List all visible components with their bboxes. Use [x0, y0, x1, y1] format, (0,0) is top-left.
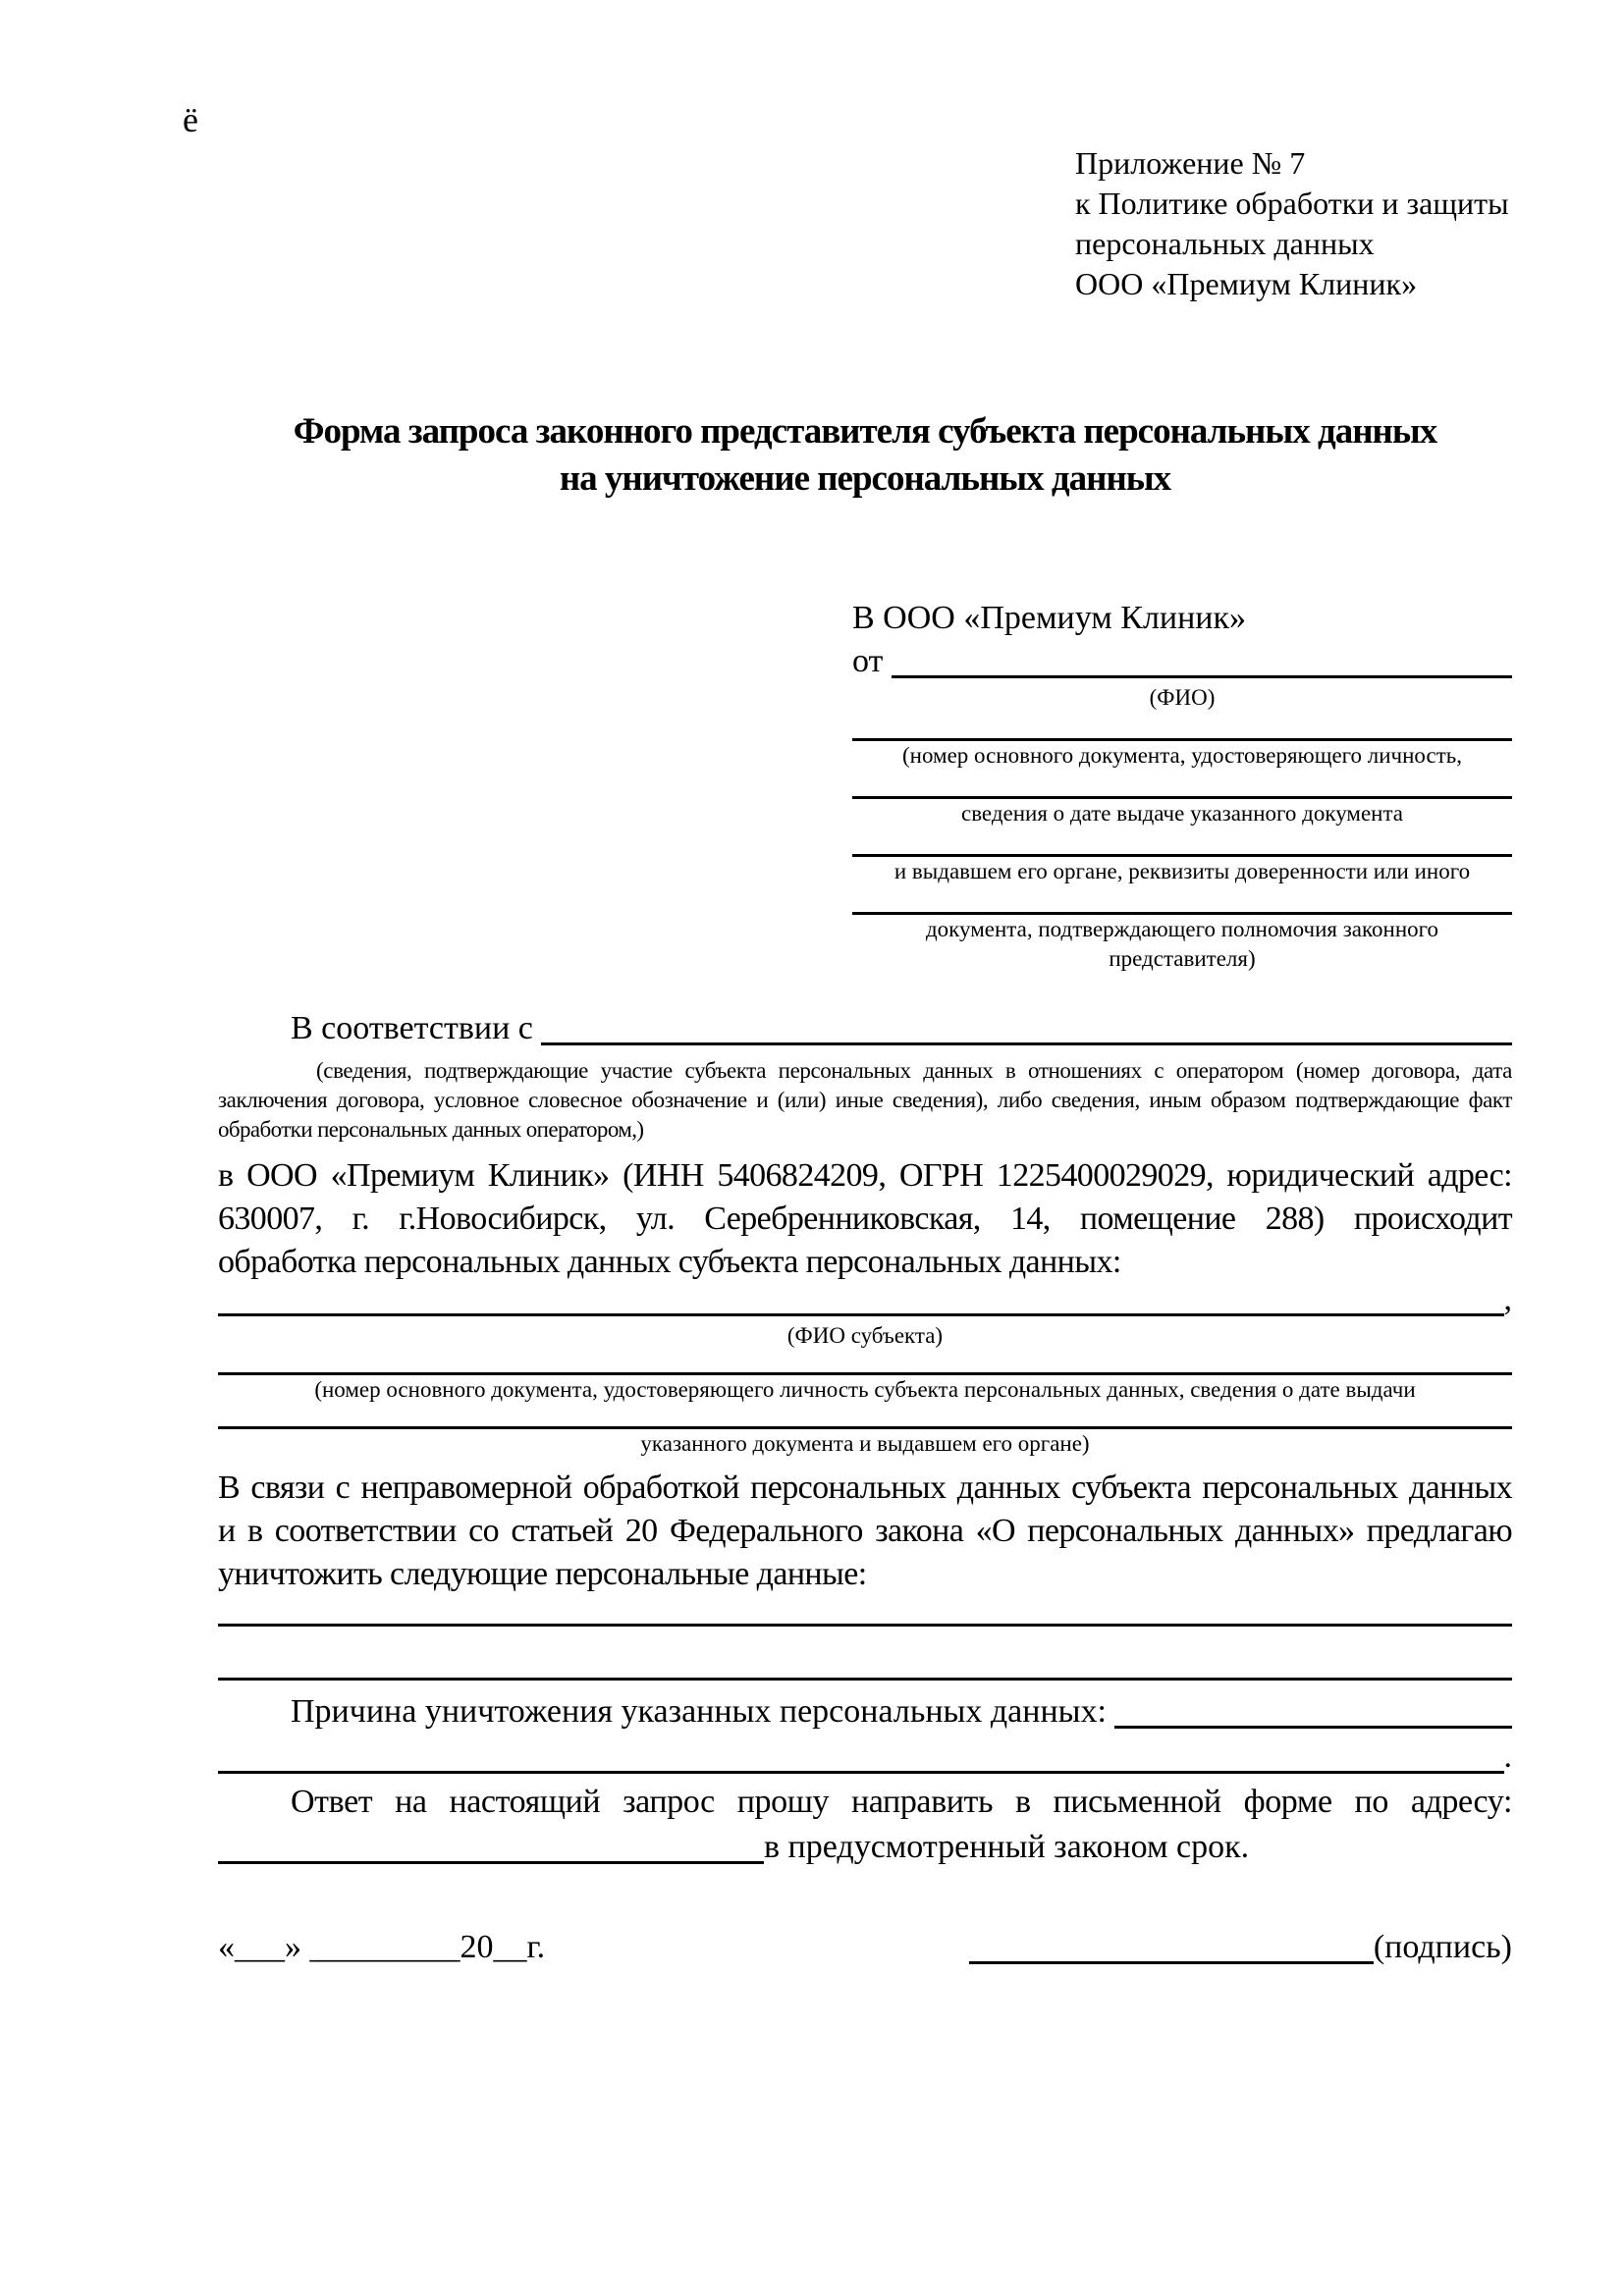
- signature-blank[interactable]: [969, 1961, 1374, 1964]
- operator-line-2: 630007, г. г.Новосибирск, ул. Серебренниковская, 14, помещение 288) происходит: [218, 1201, 1512, 1237]
- doc-issuer-blank[interactable]: [852, 828, 1512, 857]
- note-line-3: обработки персональных данных оператором,): [218, 1117, 644, 1142]
- from-label: от: [852, 643, 884, 679]
- document-body: [218, 597, 1512, 1969]
- recipient-to: В ООО «Премиум Клиник»: [852, 600, 1247, 636]
- subject-fio-blank[interactable]: [218, 1313, 1504, 1316]
- doc-line-group-4: [852, 886, 1512, 974]
- title-line-1: Форма запроса законного представителя субъекта персональных данных: [293, 411, 1437, 452]
- operator-line-3: обработка персональных данных субъекта персональных данных:: [218, 1244, 1121, 1280]
- doc-date-blank[interactable]: [852, 771, 1512, 799]
- subject-doc-group-1: [218, 1351, 1512, 1405]
- reason-blank-2[interactable]: [218, 1771, 1504, 1774]
- doc-number-caption: (номер основного документа, удостоверяющего личность,: [901, 743, 1462, 768]
- answer-address-blank[interactable]: [218, 1861, 764, 1864]
- document-title: [218, 408, 1512, 503]
- date-signature-row: [218, 1924, 1512, 1969]
- doc-line-group-3: [852, 828, 1512, 886]
- appendix-block: [1075, 143, 1537, 304]
- appendix-line-1: Приложение № 7: [1075, 145, 1306, 181]
- note-line-2: заключения договора, условное словесное обозначение и (или) иные сведения), либо сведения, иным образом подтверждающие факт: [218, 1088, 1512, 1112]
- subject-doc-blank-1[interactable]: [218, 1351, 1512, 1375]
- demand-line-3: уничтожить следующие персональные данные:: [218, 1556, 867, 1592]
- recipient-block: [852, 597, 1512, 974]
- demand-line-2: и в соответствии со статьей 20 Федерального закона «О персональных данных» предлагаю: [218, 1513, 1512, 1549]
- subject-doc-caption-2: указанного документа и выдавшем его органе): [640, 1431, 1090, 1456]
- stray-character: ё: [183, 100, 198, 139]
- fio-caption: (ФИО): [1149, 685, 1216, 710]
- sentence-period: .: [1503, 1738, 1512, 1775]
- doc-issuer-caption: и выдавшем его органе, реквизиты доверенности или иного: [893, 859, 1471, 883]
- accordance-blank[interactable]: [541, 1042, 1512, 1045]
- subject-fio-row: [218, 1281, 1512, 1321]
- doc-authority-caption: документа, подтверждающего полномочия законного представителя): [925, 917, 1438, 971]
- date-blank[interactable]: «___» _________20__г.: [218, 1929, 546, 1965]
- doc-authority-blank[interactable]: [852, 886, 1512, 915]
- subject-fio-comma: ,: [1503, 1281, 1512, 1317]
- accordance-prefix: В соответствии с: [291, 1010, 533, 1046]
- answer-address-row: [218, 1826, 1512, 1869]
- signature-caption: (подпись): [1373, 1929, 1512, 1965]
- reason-row: [218, 1688, 1512, 1734]
- note-line-1: (сведения, подтверждающие участие субъекта персональных данных в отношениях с оператором (номер договора, дата: [316, 1058, 1512, 1083]
- accordance-row: [218, 1007, 1512, 1050]
- doc-date-caption: сведения о дате выдаче указанного документа: [960, 801, 1404, 826]
- subject-fio-caption: (ФИО субъекта): [786, 1323, 944, 1348]
- representative-fio-blank[interactable]: [892, 675, 1512, 678]
- reason-blank[interactable]: [1114, 1726, 1512, 1729]
- from-row: [852, 640, 1512, 683]
- reason-prefix: Причина уничтожения указанных персональных данных:: [291, 1693, 1107, 1730]
- operator-paragraph: [218, 1154, 1512, 1284]
- appendix-line-4: ООО «Премиум Клиник»: [1075, 266, 1418, 301]
- subject-doc-caption-1: (номер основного документа, удостоверяющего личность субъекта персональных данных, сведения о дате выдачи: [314, 1377, 1416, 1402]
- subject-doc-group-2: [218, 1405, 1512, 1459]
- demand-line-1: В связи с неправомерной обработкой персональных данных субъекта персональных данных: [218, 1469, 1512, 1506]
- appendix-line-2: к Политике обработки и защиты: [1075, 186, 1509, 221]
- demand-paragraph: [218, 1467, 1512, 1596]
- data-to-destroy-blank-1[interactable]: [218, 1624, 1512, 1627]
- data-to-destroy-blank-2[interactable]: [218, 1678, 1512, 1681]
- answer-sentence: Ответ на настоящий запрос прошу направить в письменной форме по адресу:: [291, 1784, 1512, 1820]
- answer-tail: в предусмотренный законом срок.: [764, 1829, 1250, 1865]
- operator-line-1: в ООО «Премиум Клиник» (ИНН 5406824209, ОГРН 1225400029029, юридический адрес:: [218, 1157, 1512, 1194]
- doc-number-blank[interactable]: [852, 713, 1512, 741]
- reason-continuation-row: [218, 1734, 1512, 1779]
- doc-line-group-2: [852, 771, 1512, 828]
- title-line-2: на уничтожение персональных данных: [559, 458, 1171, 499]
- doc-line-group-1: [852, 713, 1512, 771]
- subject-doc-blank-2[interactable]: [218, 1405, 1512, 1429]
- accordance-note: [218, 1056, 1512, 1145]
- appendix-line-3: персональных данных: [1075, 226, 1375, 261]
